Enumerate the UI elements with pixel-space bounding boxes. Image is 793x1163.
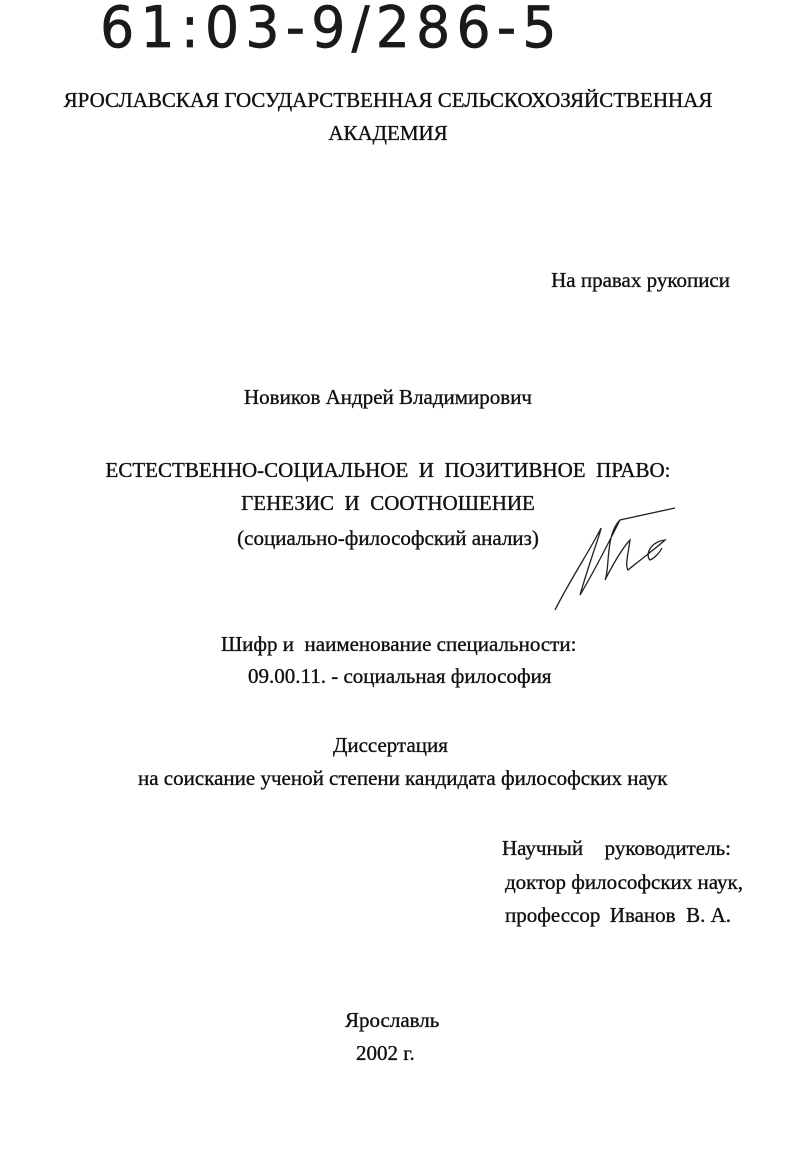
city: Ярославль [345,1008,440,1032]
institution-line-1: ЯРОСЛАВСКАЯ ГОСУДАРСТВЕННАЯ СЕЛЬСКОХОЗЯЙСТВЕННАЯ [63,88,713,112]
degree-sought: на соискание ученой степени кандидата философских наук [138,766,668,790]
year: 2002 г. [356,1041,415,1065]
signature [550,500,680,615]
supervisor-name: Иванов В. А. [609,903,731,927]
supervisor-degree: доктор философских наук, [505,870,743,894]
work-type: Диссертация [333,733,448,757]
supervisor-title-name [505,901,731,929]
title-line-2: ГЕНЕЗИС И СООТНОШЕНИЕ [241,491,535,515]
specialty-label: Шифр и наименование специальности: [221,632,577,656]
supervisor-word-1: Научный [502,836,584,860]
supervisor-title: профессор [505,903,601,927]
author-name: Новиков Андрей Владимирович [244,385,532,409]
institution-line-2: АКАДЕМИЯ [328,121,448,145]
specialty-value: 09.00.11. - социальная философия [248,664,552,688]
subtitle: (социально-философский анализ) [237,526,539,550]
handwritten-archive-number: 61:03-9/286-5 [100,0,563,61]
title-line-1: ЕСТЕСТВЕННО-СОЦИАЛЬНОЕ И ПОЗИТИВНОЕ ПРАВО: [105,458,671,482]
supervisor-word-2: руководитель: [604,836,731,860]
manuscript-note: На правах рукописи [551,268,730,292]
supervisor-heading [502,834,731,862]
